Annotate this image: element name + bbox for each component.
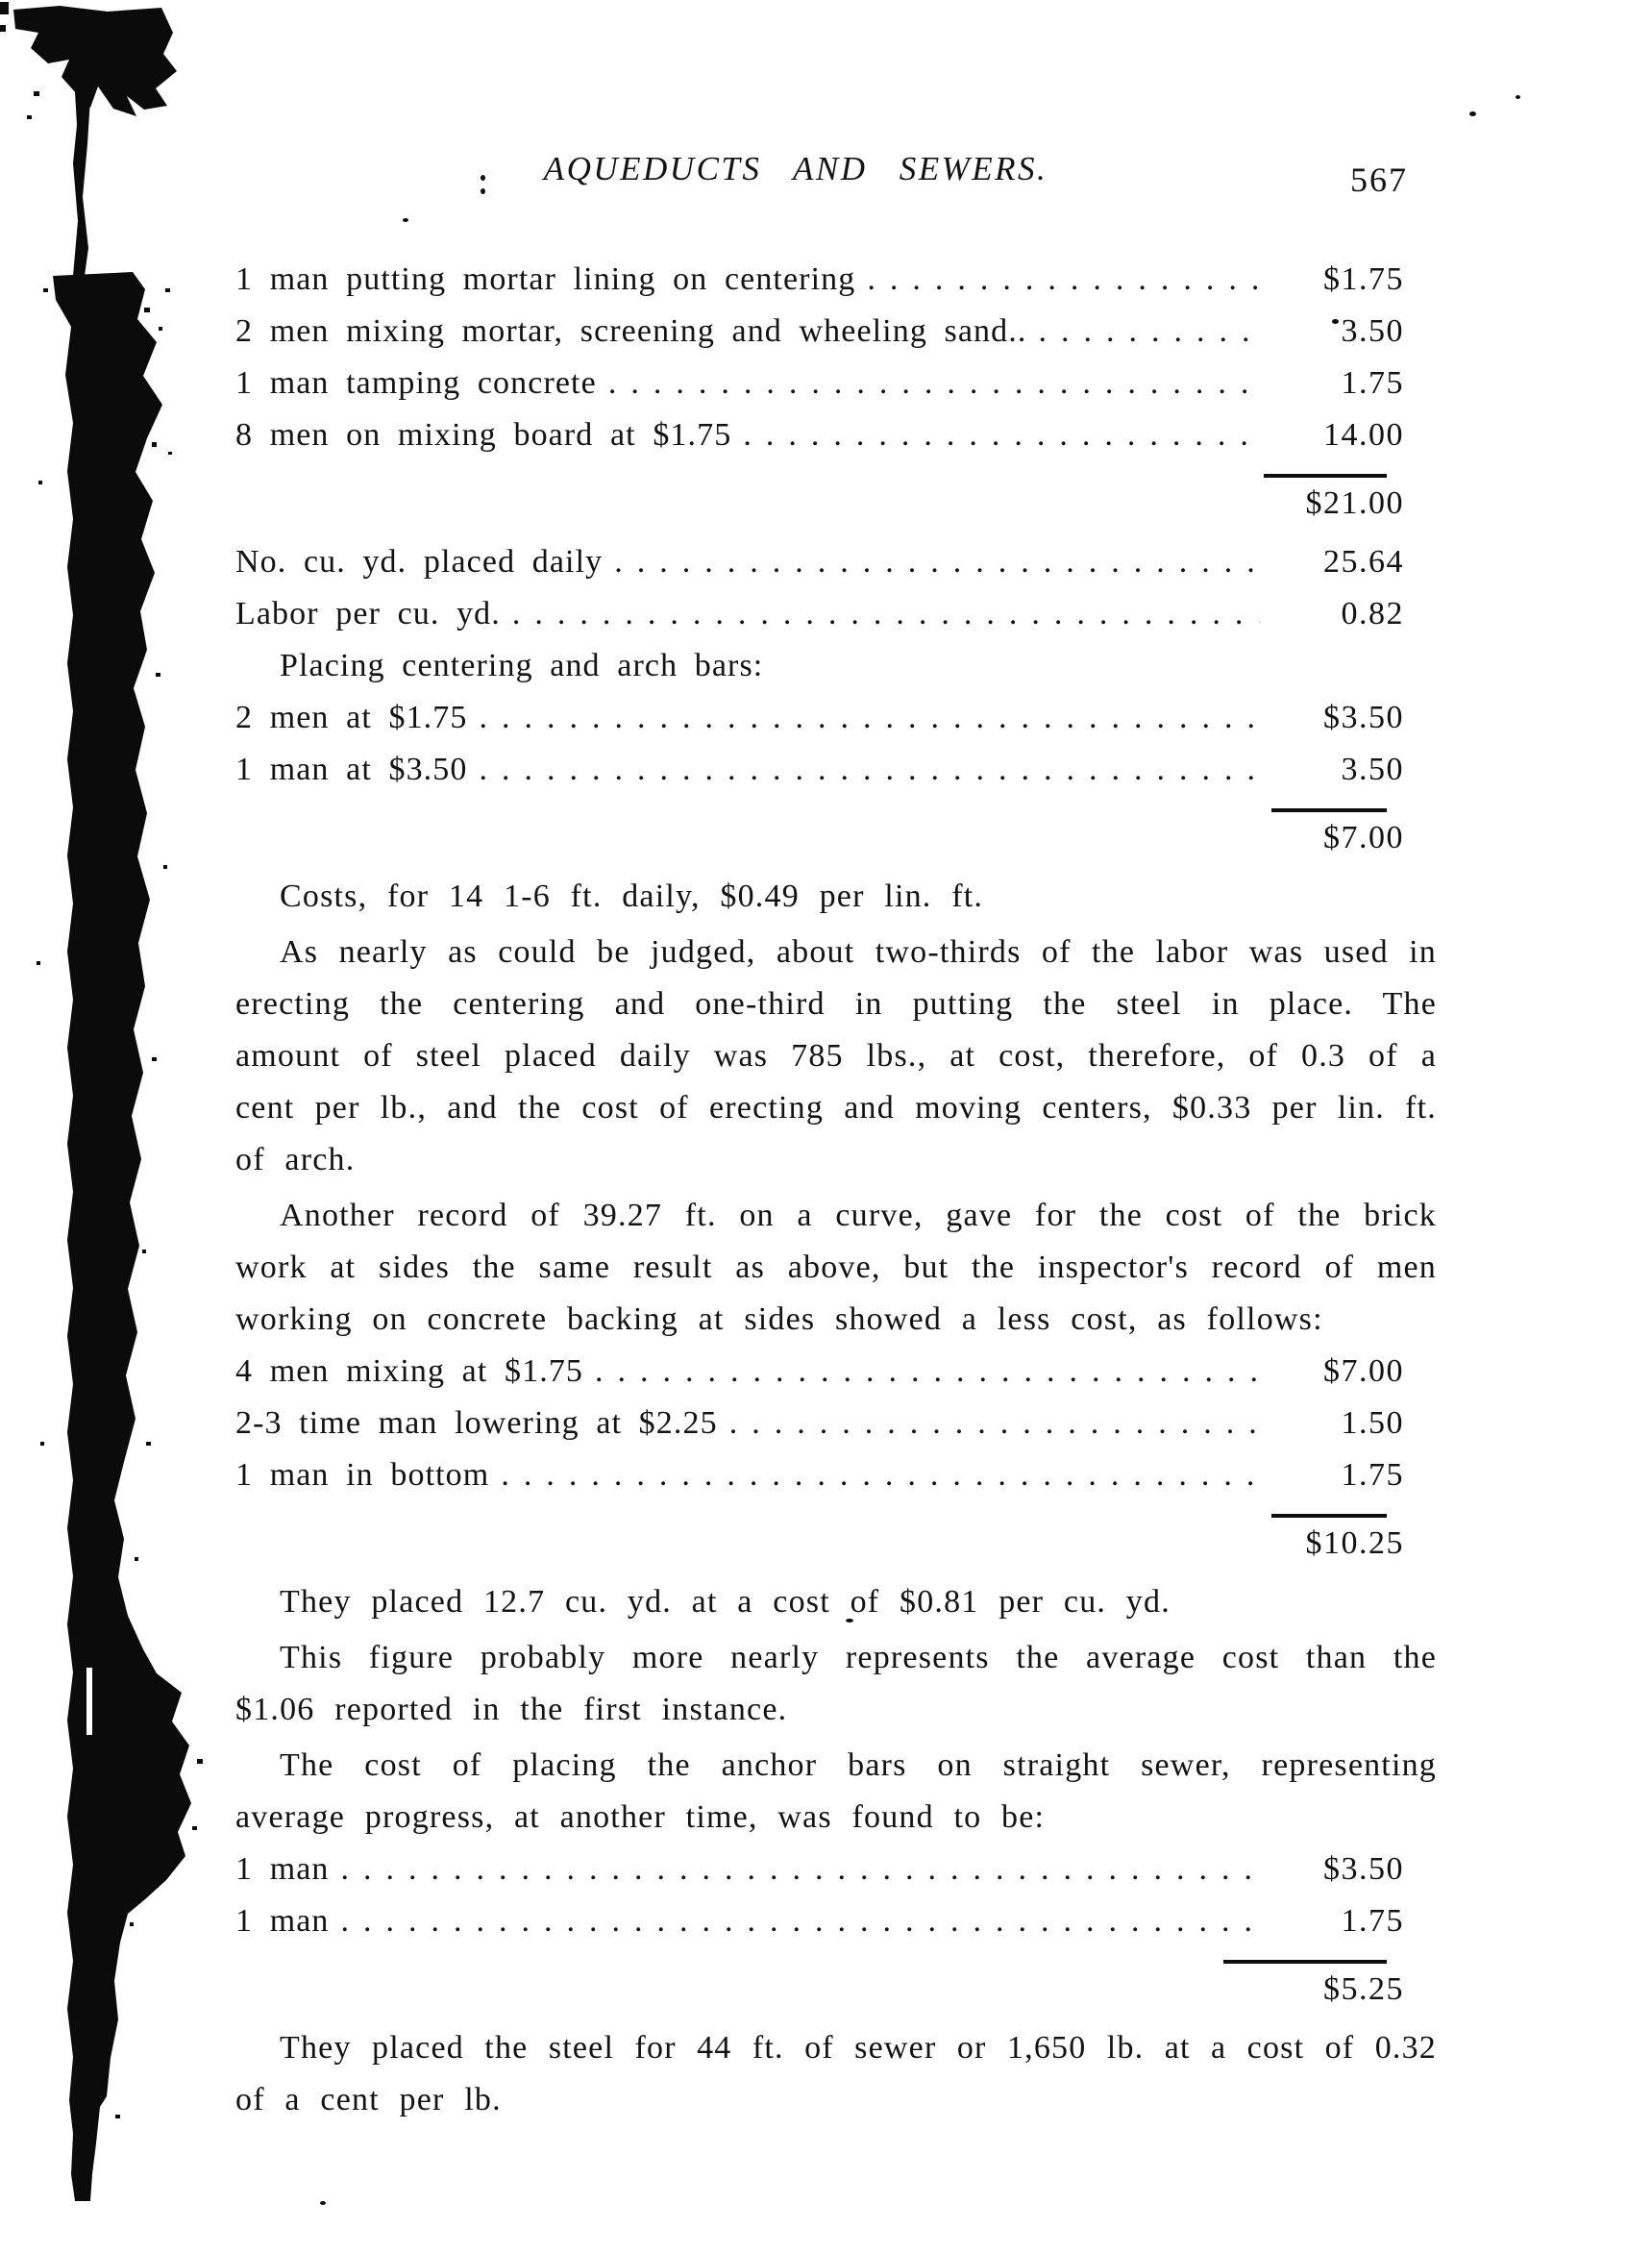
cost-line-item xyxy=(235,1398,1437,1449)
cost-item-amount: 0.82 xyxy=(1341,596,1404,631)
dot-leader xyxy=(867,254,1260,306)
cost-line-item xyxy=(235,1844,1437,1895)
body-paragraph: The cost of placing the anchor bars on straight sewer, representing average progress, at another time, was found to be: xyxy=(235,1747,1437,1835)
cost-item-label: 2 men mixing mortar, screening and wheeling sand.. xyxy=(235,313,1027,349)
cost-line-item xyxy=(235,358,1437,409)
cost-report xyxy=(235,254,1437,2126)
cost-line-item xyxy=(235,254,1437,306)
cost-item-label: 1 man in bottom xyxy=(235,1457,490,1493)
body-paragraph: As nearly as could be judged, about two-thirds of the labor was used in erecting the centering and one-third in putting the steel in place. The amount of steel placed daily was 785 lbs., at cost, therefore, of 0.3 of a cent per lb., and the cost of erecting and moving centers, $0.33 per lin. ft. of arch. xyxy=(235,934,1437,1177)
dot-leader xyxy=(479,692,1260,744)
subtotal-block xyxy=(235,1960,1437,2016)
cost-item-label: 2-3 time man lowering at $2.25 xyxy=(235,1405,718,1441)
subtotal-amount: $5.25 xyxy=(1323,1971,1404,2007)
dot-leader xyxy=(501,1449,1260,1501)
body-paragraph: They placed the steel for 44 ft. of sewer or 1,650 lb. at a cost of 0.32 of a cent per lb. xyxy=(235,2030,1437,2117)
scan-speck xyxy=(320,2201,326,2205)
cost-item-label: 1 man xyxy=(235,1851,330,1887)
cost-item-amount: 3.50 xyxy=(1341,752,1404,787)
dot-leader xyxy=(595,1346,1260,1398)
cost-item-group xyxy=(235,1844,1437,1947)
subtotal-amount: $10.25 xyxy=(1305,1525,1404,1561)
subtotal-amount: $21.00 xyxy=(1305,485,1404,521)
cost-item-amount: 1.50 xyxy=(1341,1405,1404,1441)
cost-line-item xyxy=(235,306,1437,358)
body-paragraph: They placed 12.7 cu. yd. at a cost of $0.81 per cu. yd. xyxy=(280,1584,1171,1620)
cost-line-item xyxy=(235,744,1437,796)
cost-item-group xyxy=(235,1346,1437,1501)
cost-item-amount: $3.50 xyxy=(1323,1851,1404,1887)
cost-line-item xyxy=(235,692,1437,744)
subheading-text: Placing centering and arch bars: xyxy=(280,648,764,683)
dot-leader xyxy=(512,588,1260,640)
cost-line-item xyxy=(235,1449,1437,1501)
body-paragraph: Another record of 39.27 ft. on a curve, gave for the cost of the brick work at sides the same result as above, but the inspector's record of men working on concrete backing at sides showed a less cost, as follows: xyxy=(235,1198,1437,1337)
subtotal-block xyxy=(235,474,1437,530)
cost-item-label: 1 man tamping concrete xyxy=(235,365,597,401)
cost-item-amount: 25.64 xyxy=(1323,544,1404,580)
cost-item-amount: 3.50 xyxy=(1341,313,1404,349)
cost-item-label: No. cu. yd. placed daily xyxy=(235,544,604,580)
page-title: AQUEDUCTS AND SEWERS. xyxy=(543,150,1048,187)
page-header xyxy=(235,150,1437,206)
subtotal-block xyxy=(235,1514,1437,1570)
dot-leader xyxy=(743,409,1260,461)
dot-leader xyxy=(608,358,1260,409)
cost-item-group xyxy=(235,536,1437,796)
dot-leader xyxy=(479,744,1260,796)
dot-leader xyxy=(1038,306,1260,358)
cost-item-amount: $7.00 xyxy=(1323,1353,1404,1389)
body-paragraph: Costs, for 14 1-6 ft. daily, $0.49 per lin. ft. xyxy=(280,879,984,914)
cost-line-item xyxy=(235,1346,1437,1398)
cost-item-amount: $3.50 xyxy=(1323,700,1404,735)
cost-item-amount: 14.00 xyxy=(1323,417,1404,453)
dot-leader xyxy=(729,1398,1260,1449)
cost-item-amount: 1.75 xyxy=(1341,1457,1404,1493)
cost-line-item xyxy=(235,1895,1437,1947)
cost-item-label: Labor per cu. yd. xyxy=(235,596,501,631)
cost-line-item xyxy=(235,536,1437,588)
subtotal-amount: $7.00 xyxy=(1323,820,1404,855)
cost-item-label: 4 men mixing at $1.75 xyxy=(235,1353,584,1389)
page-content xyxy=(235,150,1437,2126)
scan-artifact-left-edge xyxy=(0,0,211,2253)
dot-leader xyxy=(341,1895,1260,1947)
cost-item-amount: 1.75 xyxy=(1341,365,1404,401)
cost-item-label: 1 man at $3.50 xyxy=(235,752,468,787)
cost-item-label: 8 men on mixing board at $1.75 xyxy=(235,417,732,453)
dot-leader xyxy=(341,1844,1260,1895)
cost-item-label: 2 men at $1.75 xyxy=(235,700,468,735)
cost-line-item xyxy=(235,409,1437,461)
page-number: 567 xyxy=(1350,161,1408,199)
cost-item-label: 1 man xyxy=(235,1903,330,1939)
section-subheading xyxy=(235,640,1437,692)
cost-line-item xyxy=(235,588,1437,640)
scan-speck xyxy=(1469,111,1476,116)
cost-item-group xyxy=(235,254,1437,461)
subtotal-block xyxy=(235,808,1437,864)
scan-speck xyxy=(1516,95,1520,99)
cost-item-amount: 1.75 xyxy=(1341,1903,1404,1939)
cost-item-amount: $1.75 xyxy=(1323,261,1404,297)
dot-leader xyxy=(614,536,1260,588)
cost-item-label: 1 man putting mortar lining on centering xyxy=(235,261,856,297)
body-paragraph: This figure probably more nearly represents the average cost than the $1.06 reported in the first instance. xyxy=(235,1640,1437,1727)
